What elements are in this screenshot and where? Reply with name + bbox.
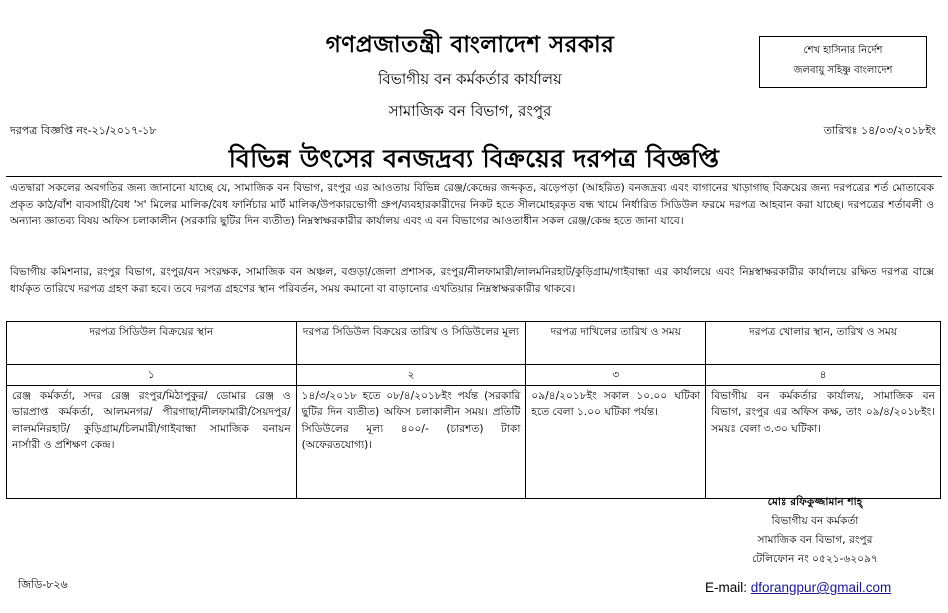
notice-title: বিভিন্ন উৎসের বনজদ্রব্য বিক্রয়ের দরপত্র বিজ্ঞপ্তি <box>228 144 720 173</box>
signatory-name: মোঃ রফিকুজ্জামান শাহ্ <box>767 496 863 508</box>
email-link[interactable]: dforangpur@gmail.com <box>750 580 892 595</box>
table-cell-opening-info: বিভাগীয় বন কর্মকর্তার কার্যালয়, সামাজিক বন বিভাগ, রংপুর এর অফিস কক্ষ, তাং ০৯/৪/২০১৮ইং। সময়ঃ বেলা ৩.৩০ ঘটিকা। <box>706 386 941 499</box>
table-header-cell: দরপত্র দাখিলের তারিখ ও সময় <box>526 322 706 365</box>
column-number: ৩ <box>526 365 706 386</box>
slogan-line-1: শেখ হাসিনার নির্দেশ <box>803 45 883 56</box>
office-name: বিভাগীয় বন কর্মকর্তার কার্যালয় <box>378 70 562 88</box>
gd-number: জিডি-৮২৬ <box>18 578 68 591</box>
division-name: সামাজিক বন বিভাগ, রংপুর <box>388 102 552 120</box>
government-title: গণপ্রজাতন্ত্রী বাংলাদেশ সরকার <box>325 32 615 58</box>
table-cell-sale-date-price: ১৪/৩/২০১৮ হতে ০৮/৪/২০১৮ইং পর্যন্ত (সরকারি ছুটির দিন ব্যতীত) অফিস চলাকালীন সময়। প্রতিটি সিডিউলের মূল্য ৪০০/- (চারশত) টাকা (অফেরতযোগ্য)। <box>296 386 526 499</box>
column-number: ১ <box>7 365 297 386</box>
email-label: E-mail: <box>705 580 751 595</box>
divider <box>6 176 942 177</box>
table-row <box>7 386 941 499</box>
column-number: ২ <box>296 365 526 386</box>
table-header-cell: দরপত্র খোলার স্থান, তারিখ ও সময় <box>706 322 941 365</box>
signatory-phone: টেলিফোন নং ০৫২১-৬২০৯৭ <box>752 553 878 565</box>
table-header-row <box>7 322 941 365</box>
table-cell-sale-place: রেঞ্জ কর্মকর্তা, সদর রেঞ্জ রংপুর/মিঠাপুকুর/ ডোমার রেঞ্জ ও ভারপ্রাপ্ত কর্মকর্তা, আলমনগর/ পীরগাছা/নীলফামারী/সৈয়দপুর/লালমনিরহাট/ কুড়িগ্রাম/চিলমারী/গাইবান্ধা সামাজিক বনায়ন নার্সারী ও প্রশিক্ষণ কেন্দ্র। <box>7 386 297 499</box>
table-header-cell: দরপত্র সিডিউল বিক্রয়ের স্থান <box>7 322 297 365</box>
paragraph-intro: এতদ্বারা সকলের অবগতির জন্য জানানো যাচ্ছে যে, সামাজিক বন বিভাগ, রংপুর এর আওতায় বিভিন্ন রেঞ্জ/কেন্দ্রের জব্দকৃত, ঝড়েপড়া (আহরিত) বনজদ্রব্য এবং বাগানের খাড়াগাছ বিক্রয়ের জন্য দরপত্রের শর্ত মোতাবেক প্রকৃত কাঠ/বাঁশ ব্যবসায়ী/বৈধ 'স' মিলের মালিক/বৈধ ফার্নিচার মার্ট মালিক/উপকারভোগী গ্রুপ/ব্যবহারকারীদের নিকট হতে সীলমোহরকৃত বন্ধ খামে নির্ধারিত সিডিউল ফরমে দরপত্র আহবান করা যাচ্ছে। দরপত্রের শর্তাবলী ও অন্যান্য জ্ঞাতব্য বিষয় অফিস চলাকালীন (সরকারি ছুটির দিন ব্যতীত) নিম্নস্বাক্ষরকারীর কার্যালয় এবং এ বন বিভাগের আওতাধীন সকল রেঞ্জ/কেন্দ্র হতে জানা যাবে। <box>10 182 934 228</box>
email-line <box>705 580 891 595</box>
slogan-box <box>759 36 927 88</box>
signature-block <box>690 493 940 569</box>
notice-date: তারিখঃ ১৪/০৩/২০১৮ইং <box>823 124 936 137</box>
signatory-division: সামাজিক বন বিভাগ, রংপুর <box>757 534 873 546</box>
paragraph-submission: বিভাগীয় কমিশনার, রংপুর বিভাগ, রংপুর/বন সংরক্ষক, সামাজিক বন অঞ্চল, বগুড়া/জেলা প্রশাসক, রংপুর/নীলফামারী/লালমনিরহাট/কুড়িগ্রাম/গাইবান্ধা এর কার্যালয়ে এবং নিম্নস্বাক্ষরকারীর কার্যালয়ে রক্ষিত দরপত্র বাক্সে ধার্যকৃত তারিখে দরপত্র গ্রহণ করা হবে। তবে দরপত্র গ্রহণের স্থান পরিবর্তন, সময় কমানো বা বাড়ানোর এখতিয়ার নিম্নস্বাক্ষরকারীর থাকবে। <box>10 266 934 295</box>
slogan-line-2: জলবায়ু সহিষ্ণু বাংলাদেশ <box>793 65 893 76</box>
table-header-cell: দরপত্র সিডিউল বিক্রয়ের তারিখ ও সিডিউলের মূল্য <box>296 322 526 365</box>
tender-table <box>6 321 941 499</box>
table-cell-submission-time: ০৯/৪/২০১৮ইং সকাল ১০.০০ ঘটিকা হতে বেলা ১.০০ ঘটিকা পর্যন্ত। <box>526 386 706 499</box>
signatory-designation: বিভাগীয় বন কর্মকর্তা <box>771 515 859 527</box>
table-number-row <box>7 365 941 386</box>
column-number: ৪ <box>706 365 941 386</box>
memo-number: দরপত্র বিজ্ঞপ্তি নং-২১/২০১৭-১৮ <box>10 124 157 137</box>
